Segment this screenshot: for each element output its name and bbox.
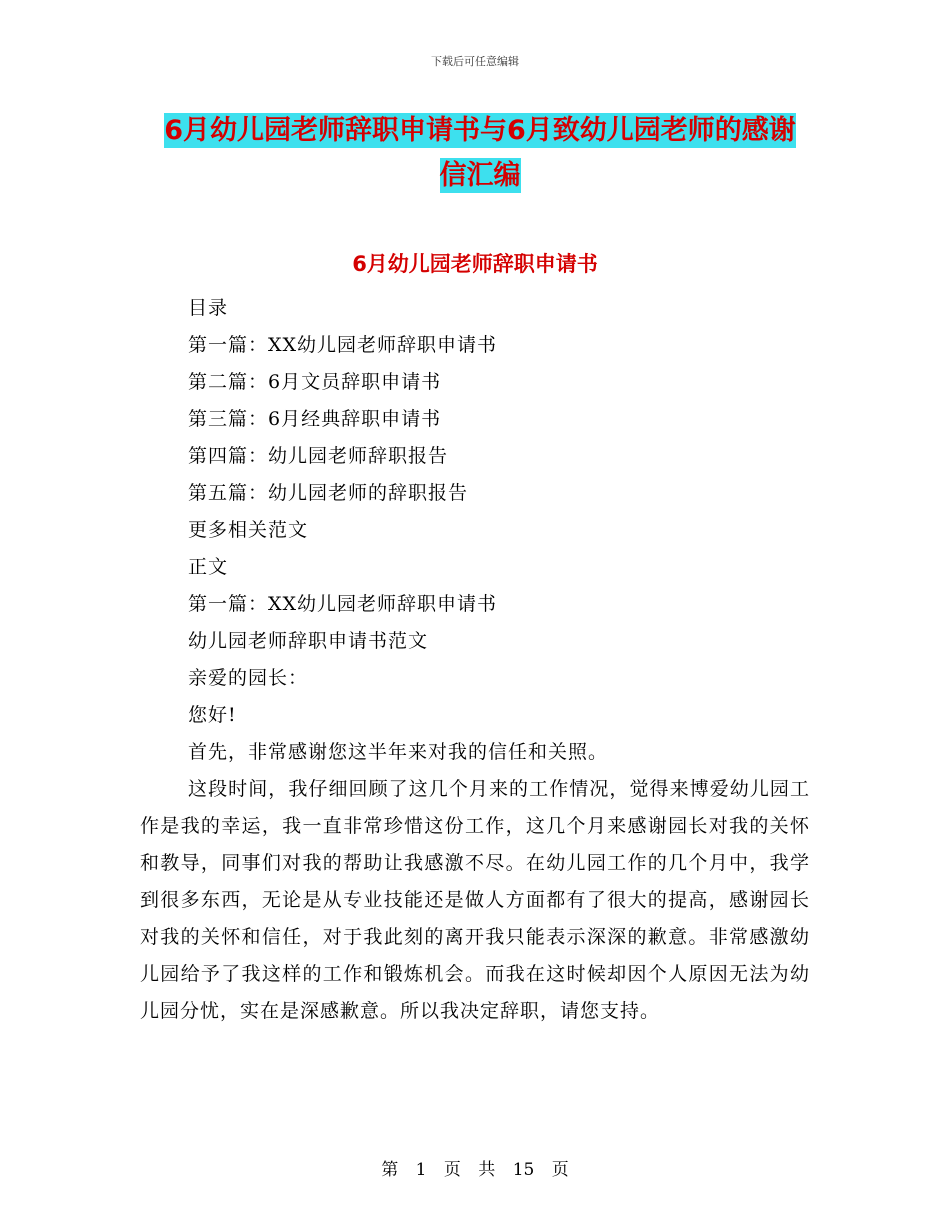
toc-item: 第五篇：幼儿园老师的辞职报告 (188, 482, 469, 504)
title-line-1: 6月幼儿园老师辞职申请书与6月致幼儿园老师的感谢 (164, 115, 796, 146)
page-footer (0, 1155, 950, 1180)
toc-heading: 目录 (188, 297, 229, 319)
document-body (140, 290, 810, 1030)
paragraph-1: 首先，非常感谢您这半年来对我的信任和关照。 (188, 741, 609, 763)
paragraph-2: 这段时间，我仔细回顾了这几个月来的工作情况，觉得来博爱幼儿园工作是我的幸运，我一直非常珍惜这份工作，这几个月来感谢园长对我的关怀和教导，同事们对我的帮助让我感激不尽。在幼儿园工作的几个月中，我学到很多东西，无论是从专业技能还是做人方面都有了很大的提高，感谢园长对我的关怀和信任，对于我此刻的离开我只能表示深深的歉意。非常感激幼儿园给予了我这样的工作和锻炼机会。而我在这时候却因个人原因无法为幼儿园分忧，实在是深感歉意。所以我决定辞职，请您支持。 (140, 778, 810, 1022)
footer-page-label: 第 (381, 1160, 399, 1180)
title-line-2: 信汇编 (439, 160, 521, 191)
footer-total-label: 共 (478, 1160, 496, 1180)
toc-item: 第二篇：6月文员辞职申请书 (188, 371, 442, 393)
section-title: 6月幼儿园老师辞职申请书 (352, 252, 598, 276)
header-note: 下载后可任意编辑 (431, 55, 519, 68)
chapter-subtitle: 幼儿园老师辞职申请书范文 (188, 630, 429, 652)
greeting: 您好! (188, 704, 237, 726)
toc-more: 更多相关范文 (188, 519, 309, 541)
footer-total-pages: 15 (512, 1160, 535, 1180)
document-title (140, 108, 820, 198)
footer-page-number: 1 (415, 1160, 427, 1180)
toc-item: 第一篇：XX幼儿园老师辞职申请书 (188, 334, 498, 356)
toc-item: 第三篇：6月经典辞职申请书 (188, 408, 442, 430)
toc-item: 第四篇：幼儿园老师辞职报告 (188, 445, 449, 467)
footer-total-unit: 页 (551, 1160, 569, 1180)
body-heading: 正文 (188, 556, 229, 578)
salutation: 亲爱的园长： (188, 667, 309, 689)
chapter-title: 第一篇：XX幼儿园老师辞职申请书 (188, 593, 498, 615)
footer-page-unit: 页 (443, 1160, 461, 1180)
